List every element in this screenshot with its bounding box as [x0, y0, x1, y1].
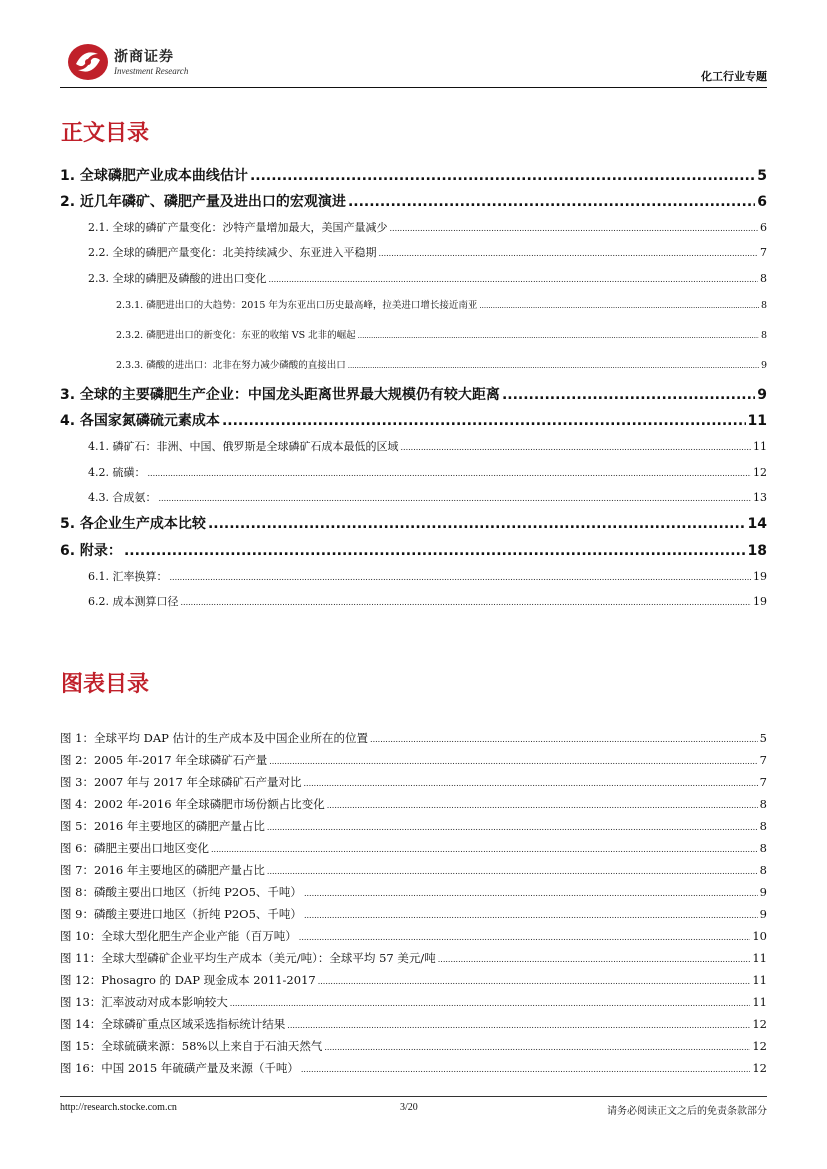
figure-entry-page: 11 — [752, 973, 767, 987]
toc-entry-2-3[interactable] — [60, 270, 767, 286]
toc-entry-2[interactable] — [60, 191, 767, 211]
toc-entry-4-2[interactable] — [60, 464, 767, 480]
figure-entry-4[interactable] — [60, 796, 767, 812]
toc-entry-page: 12 — [753, 466, 767, 479]
leader-dots — [148, 469, 752, 478]
figure-entry-page: 8 — [759, 797, 767, 811]
document-type: 化工行业专题 — [701, 70, 767, 83]
figure-entry-label: 图 14：全球磷矿重点区域采选指标统计结果 — [60, 1017, 286, 1031]
toc-entry-label: 6. 附录： — [60, 543, 122, 559]
figure-entry-14[interactable] — [60, 1016, 767, 1032]
toc-entry-5[interactable] — [60, 513, 767, 533]
leader-dots — [327, 801, 758, 810]
leader-dots — [267, 867, 758, 876]
toc-entry-page: 19 — [753, 595, 767, 608]
toc-entry-label: 2.1. 全球的磷矿产量变化：沙特产量增加最大，美国产量减少 — [88, 221, 388, 234]
footer-url[interactable]: http://research.stocke.com.cn — [60, 1102, 177, 1113]
leader-dots — [438, 955, 751, 964]
toc-entry-2-2[interactable] — [60, 244, 767, 260]
figure-entry-label: 图 6：磷肥主要出口地区变化 — [60, 841, 209, 855]
figure-entry-label: 图 8：磷酸主要出口地区（折纯 P2O5、千吨） — [60, 885, 302, 899]
toc-entry-label: 6.2. 成本测算口径 — [88, 595, 179, 608]
figure-entry-label: 图 12：Phosagro 的 DAP 现金成本 2011-2017 — [60, 973, 316, 987]
figure-entry-label: 图 4：2002 年-2016 年全球磷肥市场份额占比变化 — [60, 797, 325, 811]
header-divider — [60, 87, 767, 88]
figure-entry-page: 8 — [759, 819, 767, 833]
toc-entry-label: 5. 各企业生产成本比较 — [60, 516, 206, 532]
toc-title: 正文目录 — [61, 121, 150, 146]
figure-entry-8[interactable] — [60, 884, 767, 900]
leader-dots — [304, 911, 758, 920]
figure-entry-6[interactable] — [60, 840, 767, 856]
toc-entry-page: 13 — [753, 491, 767, 504]
figure-entry-page: 12 — [752, 1039, 767, 1053]
figure-entry-page: 10 — [752, 929, 767, 943]
toc-entry-6[interactable] — [60, 540, 767, 560]
figure-entry-label: 图 16：中国 2015 年硫磺产量及来源（千吨） — [60, 1061, 299, 1075]
toc-entry-label: 4. 各国家氮磷硫元素成本 — [60, 413, 220, 429]
figure-entry-label: 图 10：全球大型化肥生产企业产能（百万吨） — [60, 929, 297, 943]
toc-entry-page: 11 — [753, 440, 767, 453]
toc-entry-6-2[interactable] — [60, 593, 767, 609]
figure-entry-label: 图 3：2007 年与 2017 年全球磷矿石产量对比 — [60, 775, 302, 789]
toc-entry-label: 3. 全球的主要磷肥生产企业：中国龙头距离世界最大规模仍有较大距离 — [60, 387, 500, 403]
toc-entry-page: 11 — [747, 413, 767, 429]
leader-dots — [159, 494, 752, 503]
toc-entry-page: 14 — [747, 516, 767, 532]
figures-title: 图表目录 — [61, 672, 150, 697]
figure-entry-10[interactable] — [60, 928, 767, 944]
toc-entry-page: 8 — [760, 272, 767, 285]
toc-entry-4[interactable] — [60, 410, 767, 430]
figure-entry-page: 11 — [752, 951, 767, 965]
toc-entry-1[interactable] — [60, 165, 767, 185]
figure-entry-page: 12 — [752, 1017, 767, 1031]
brand-name: 浙商证券 — [114, 49, 174, 65]
leader-dots — [379, 249, 759, 258]
toc-entry-page: 18 — [747, 543, 767, 559]
toc-entry-4-1[interactable] — [60, 438, 767, 454]
leader-dots — [479, 302, 759, 310]
figure-entry-label: 图 2：2005 年-2017 年全球磷矿石产量 — [60, 753, 268, 767]
figure-entry-label: 图 5：2016 年主要地区的磷肥产量占比 — [60, 819, 265, 833]
leader-dots — [222, 413, 746, 429]
leader-dots — [211, 845, 758, 854]
toc-entry-page: 6 — [757, 194, 767, 210]
toc-entry-page: 9 — [757, 387, 767, 403]
brand-logo-icon — [66, 42, 110, 82]
figure-entry-5[interactable] — [60, 818, 767, 834]
toc-entry-label: 2.3. 全球的磷肥及磷酸的进出口变化 — [88, 272, 267, 285]
toc-entry-page: 7 — [760, 246, 767, 259]
figure-entry-page: 12 — [752, 1061, 767, 1075]
figure-entry-16[interactable] — [60, 1060, 767, 1076]
figure-entry-label: 图 1：全球平均 DAP 估计的生产成本及中国企业所在的位置 — [60, 731, 369, 745]
figure-entry-3[interactable] — [60, 774, 767, 790]
figure-entry-1[interactable] — [60, 730, 767, 746]
figure-entry-label: 图 9：磷酸主要进口地区（折纯 P2O5、千吨） — [60, 907, 302, 921]
toc-entry-label: 2.3.1. 磷肥进出口的大趋势：2015 年为东亚出口历史最高峰，拉美进口增长接近南亚 — [116, 300, 478, 311]
figure-entry-9[interactable] — [60, 906, 767, 922]
figure-entry-13[interactable] — [60, 994, 767, 1010]
toc-entry-2-3-1[interactable] — [60, 297, 767, 311]
figure-entry-label: 图 11：全球大型磷矿企业平均生产成本（美元/吨）：全球平均 57 美元/吨 — [60, 951, 436, 965]
toc-entry-2-1[interactable] — [60, 219, 767, 235]
leader-dots — [208, 516, 746, 532]
footer-page-number: 3/20 — [400, 1102, 418, 1113]
leader-dots — [348, 194, 755, 210]
toc-entry-4-3[interactable] — [60, 489, 767, 505]
page-header — [60, 42, 767, 88]
leader-dots — [370, 735, 758, 744]
brand-tagline: Investment Research — [114, 66, 189, 76]
leader-dots — [250, 168, 755, 184]
toc-entry-page: 9 — [760, 360, 767, 371]
toc-entry-2-3-2[interactable] — [60, 327, 767, 341]
toc-entry-page: 19 — [753, 570, 767, 583]
toc-entry-label: 2.3.2. 磷肥进出口的新变化：东亚的收缩 VS 北非的崛起 — [116, 330, 356, 341]
leader-dots — [181, 598, 752, 607]
figure-entry-page: 9 — [759, 885, 767, 899]
leader-dots — [318, 977, 751, 986]
toc-entry-label: 4.2. 硫磺： — [88, 466, 146, 479]
figure-entry-label: 图 15：全球硫磺来源：58%以上来自于石油天然气 — [60, 1039, 323, 1053]
figure-entry-page: 7 — [759, 753, 767, 767]
toc-entry-label: 1. 全球磷肥产业成本曲线估计 — [60, 168, 248, 184]
leader-dots — [304, 889, 758, 898]
leader-dots — [301, 1065, 750, 1074]
figure-entry-12[interactable] — [60, 972, 767, 988]
leader-dots — [358, 332, 759, 340]
figure-entry-15[interactable] — [60, 1038, 767, 1054]
figure-entry-page: 8 — [759, 841, 767, 855]
figure-entry-page: 7 — [759, 775, 767, 789]
figure-entry-11[interactable] — [60, 950, 767, 966]
leader-dots — [401, 443, 752, 452]
leader-dots — [287, 1021, 750, 1030]
figure-entry-label: 图 13：汇率波动对成本影响较大 — [60, 995, 228, 1009]
leader-dots — [502, 387, 755, 403]
leader-dots — [348, 362, 759, 370]
figure-entry-label: 图 7：2016 年主要地区的磷肥产量占比 — [60, 863, 265, 877]
leader-dots — [269, 275, 759, 284]
toc-entry-label: 2.3.3. 磷酸的进出口：北非在努力减少磷酸的直接出口 — [116, 360, 346, 371]
toc-entry-label: 2.2. 全球的磷肥产量变化：北美持续减少、东亚进入平稳期 — [88, 246, 377, 259]
toc-entry-2-3-3[interactable] — [60, 357, 767, 371]
toc-entry-label: 2. 近几年磷矿、磷肥产量及进出口的宏观演进 — [60, 194, 346, 210]
toc-entry-label: 4.3. 合成氨： — [88, 491, 157, 504]
figure-entry-page: 9 — [759, 907, 767, 921]
toc-entry-label: 4.1. 磷矿石：非洲、中国、俄罗斯是全球磷矿石成本最低的区域 — [88, 440, 399, 453]
toc-entry-page: 8 — [760, 330, 767, 341]
figure-entry-page: 5 — [759, 731, 767, 745]
figure-entry-7[interactable] — [60, 862, 767, 878]
footer-divider — [60, 1096, 767, 1097]
leader-dots — [303, 779, 757, 788]
leader-dots — [299, 933, 751, 942]
leader-dots — [269, 757, 757, 766]
figure-entry-page: 8 — [759, 863, 767, 877]
toc-entry-3[interactable] — [60, 384, 767, 404]
footer-disclaimer: 请务必阅读正文之后的免责条款部分 — [607, 1106, 767, 1117]
leader-dots — [170, 573, 752, 582]
leader-dots — [230, 999, 751, 1008]
leader-dots — [324, 1043, 750, 1052]
toc-entry-6-1[interactable] — [60, 568, 767, 584]
toc-entry-label: 6.1. 汇率换算： — [88, 570, 168, 583]
leader-dots — [124, 543, 746, 559]
leader-dots — [267, 823, 758, 832]
leader-dots — [390, 224, 759, 233]
figure-entry-page: 11 — [752, 995, 767, 1009]
toc-entry-page: 5 — [757, 168, 767, 184]
toc-entry-page: 6 — [760, 221, 767, 234]
toc-entry-page: 8 — [760, 300, 767, 311]
figure-entry-2[interactable] — [60, 752, 767, 768]
